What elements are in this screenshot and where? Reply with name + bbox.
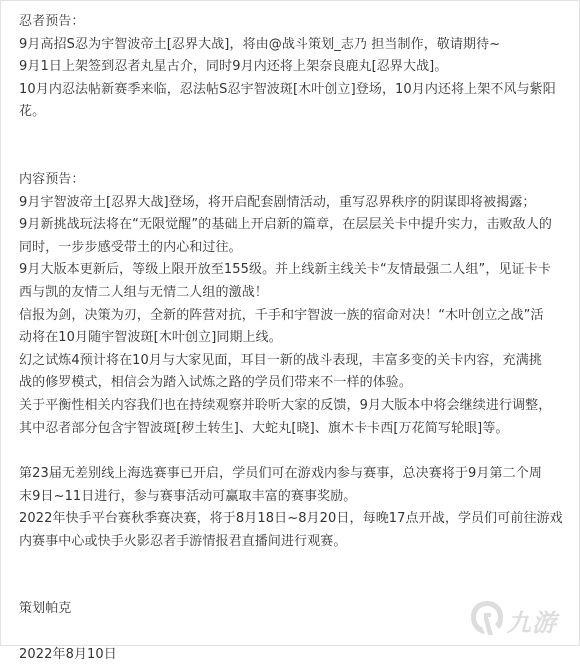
text-line: 9月高招S忍为宇智波帝土[忍界大战]，将由@战斗策划_志乃 担当制作，敬请期待~ xyxy=(19,36,501,52)
spacer xyxy=(19,553,569,598)
text-line: 花。 xyxy=(19,104,46,120)
article-body xyxy=(19,11,569,667)
text-line: 信报为剑，决策为刃，全新的阵营对抗，千手和宇智波一族的宿命对决！“木叶创立之战”活 xyxy=(19,307,544,323)
text-line: 9月宇智波帝土[忍界大战]登场，将开启配套剧情活动，重写忍界秩序的阴谋即将被揭露； xyxy=(19,194,536,210)
text-line: 战的修罗模式，相信会为踏入试炼之路的学员们带来不一样的体验。 xyxy=(19,375,413,391)
text-line: 内赛事中心或快手火影忍者手游情报君直播间进行观赛。 xyxy=(19,533,347,549)
spacer xyxy=(19,440,569,463)
text-line: 9月大版本更新后，等级上限开放至155级。并上线新主线关卡“友情最强二人组”，见证卡卡 xyxy=(19,262,551,278)
watermark xyxy=(467,597,567,641)
jiuyou-logo-icon xyxy=(467,597,507,641)
publish-date: 2022年8月10日 xyxy=(19,647,117,663)
text-line: 动将在10月随宇智波斑[木叶创立]同期上线。 xyxy=(19,330,282,346)
text-line: 幻之试炼4预计将在10月与大家见面，耳目一新的战斗表现，丰富多变的关卡内容，充满挑 xyxy=(19,352,542,368)
text-line: 2022年快手平台赛秋季赛决赛，将于8月18日~8月20日，每晚17点开战，学员们可前往游戏 xyxy=(19,511,563,527)
section-heading-content-preview: 内容预告： xyxy=(19,171,85,187)
text-line: 西与凯的友情二人组与无情二人组的激战！ xyxy=(19,284,268,300)
text-line: 关于平衡性相关内容我们也在持续观察并聆听大家的反馈，9月大版本中将会继续进行调整， xyxy=(19,397,552,413)
text-line: 其中忍者部分包含宇智波斑[秽土转生]、大蛇丸[晓]、旗木卡卡西[万花简写轮眼]等。 xyxy=(19,420,509,436)
text-line: 9月新挑战玩法将在“无限觉醒”的基础上开启新的篇章，在层层关卡中提升实力，击败敌人的 xyxy=(19,217,552,233)
text-line: 第23届无差别线上海选赛事已开启，学员们可在游戏内参与赛事，总决赛将于9月第二个周 xyxy=(19,466,542,482)
text-line: 同时，一步步感受带土的内心和过往。 xyxy=(19,239,242,255)
text-line: 10月内忍法帖新赛季来临，忍法帖S忍宇智波斑[木叶创立]登场，10月内还将上架不风与紫阳 xyxy=(19,81,556,97)
text-line: 9月1日上架签到忍者丸星古介，同时9月内还将上架奈良鹿丸[忍界大战]。 xyxy=(19,59,448,75)
author-signature: 策划帕克 xyxy=(19,601,72,617)
watermark-text: 九游 xyxy=(507,608,557,637)
text-line: 末9日~11日进行，参与赛事活动可赢取丰富的赛事奖励。 xyxy=(19,488,357,504)
section-heading-ninja-preview: 忍者预告： xyxy=(19,14,85,29)
spacer xyxy=(19,124,569,169)
